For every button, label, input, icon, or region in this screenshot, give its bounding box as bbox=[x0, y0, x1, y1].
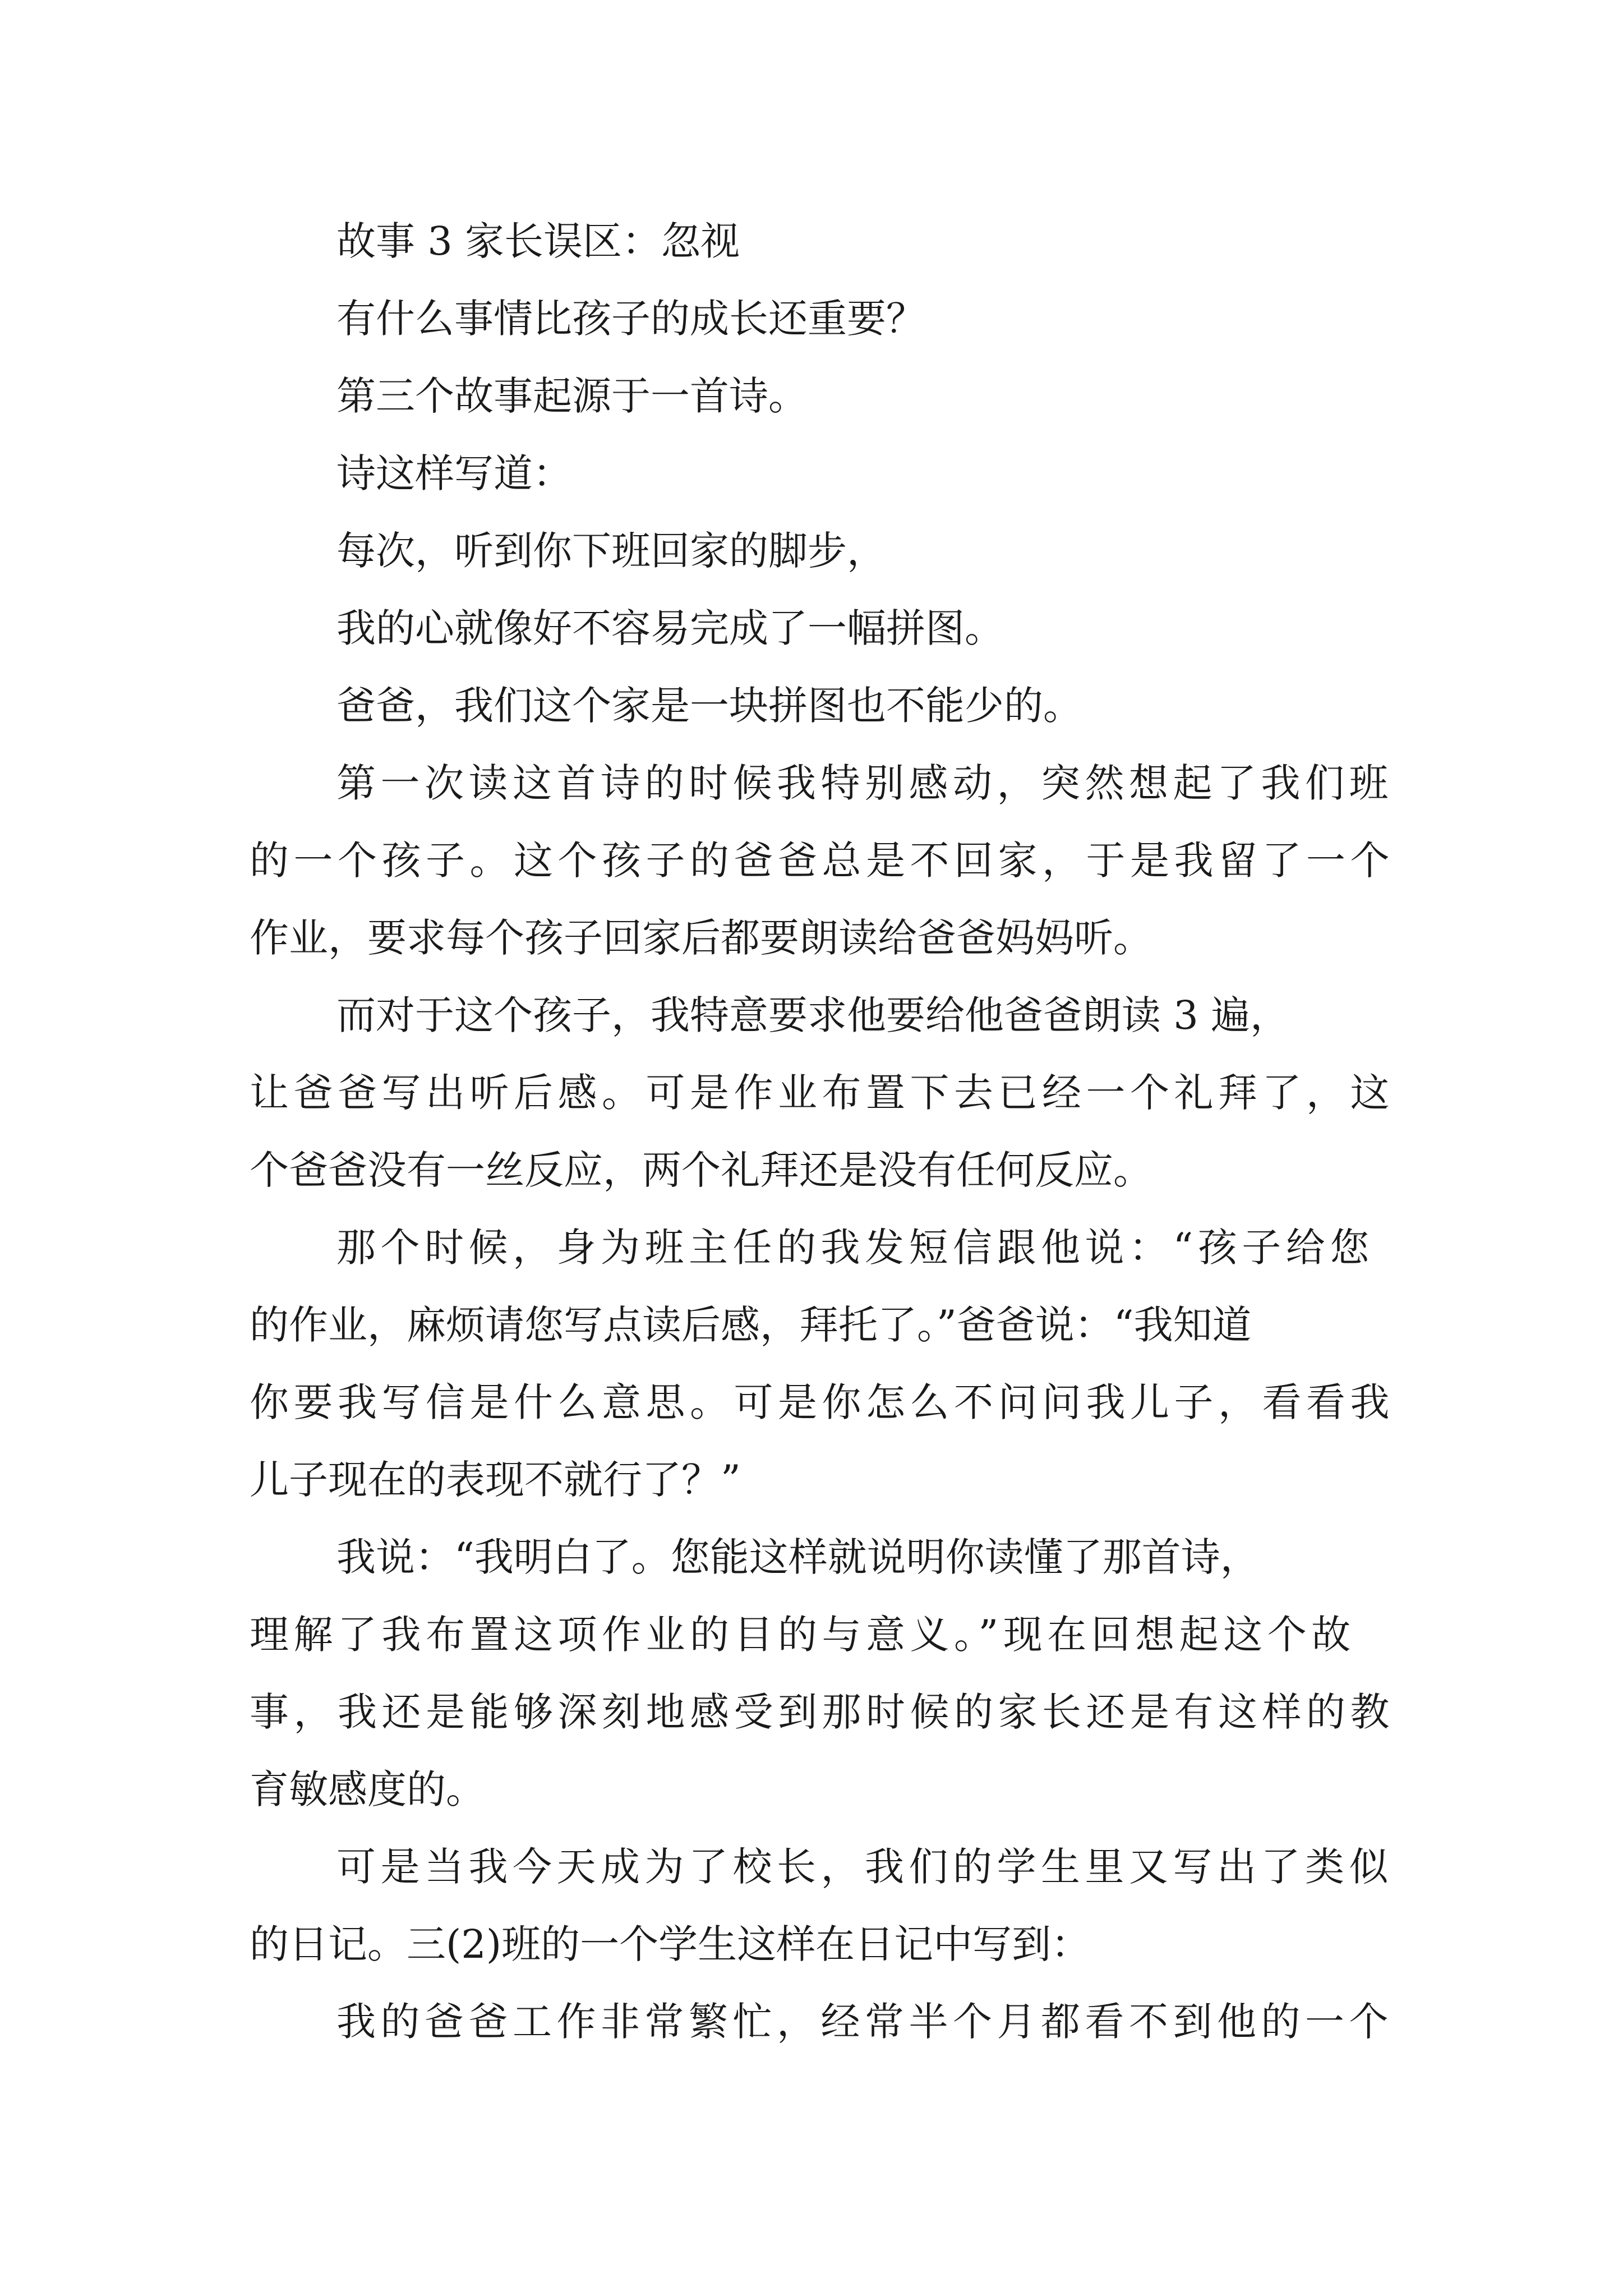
text-line: 那个时候，身为班主任的我发短信跟他说：“孩子给您 bbox=[336, 1225, 1374, 1271]
poem-line: 每次，听到你下班回家的脚步， bbox=[336, 528, 886, 574]
text-line: 让爸爸写出听后感。可是作业布置下去已经一个礼拜了，这 bbox=[250, 1070, 1394, 1116]
text-line: 作业，要求每个孩子回家后都要朗读给爸爸妈妈听。 bbox=[250, 915, 1152, 961]
poem-line: 爸爸，我们这个家是一块拼图也不能少的。 bbox=[336, 683, 1082, 729]
text-line: 诗这样写道： bbox=[336, 450, 572, 496]
text-line: 理解了我布置这项作业的目的与意义。”现在回想起这个故 bbox=[250, 1612, 1355, 1658]
text-line: 的一个孩子。这个孩子的爸爸总是不回家，于是我留了一个 bbox=[250, 838, 1394, 884]
text-line: 而对于这个孩子，我特意要求他要给他爸爸朗读 3 遍， bbox=[336, 992, 1290, 1038]
text-line: 我的爸爸工作非常繁忙，经常半个月都看不到他的一个 bbox=[336, 1999, 1393, 2045]
text-line: 事，我还是能够深刻地感受到那时候的家长还是有这样的教 bbox=[250, 1689, 1394, 1735]
text-line: 第三个故事起源于一首诗。 bbox=[336, 373, 808, 419]
text-line: 育敏感度的。 bbox=[250, 1766, 485, 1812]
text-line: 有什么事情比孩子的成长还重要？ bbox=[336, 296, 925, 342]
text-line: 的日记。三(2)班的一个学生这样在日记中写到： bbox=[250, 1921, 1091, 1967]
section-heading: 故事 3 家长误区：忽视 bbox=[336, 218, 740, 264]
text-line: 你要我写信是什么意思。可是你怎么不问问我儿子，看看我 bbox=[250, 1379, 1394, 1425]
text-line: 个爸爸没有一丝反应，两个礼拜还是没有任何反应。 bbox=[250, 1147, 1152, 1193]
poem-line: 我的心就像好不容易完成了一幅拼图。 bbox=[336, 605, 1004, 651]
text-line: 第一次读这首诗的时候我特别感动，突然想起了我们班 bbox=[336, 760, 1393, 806]
text-line: 的作业，麻烦请您写点读后感，拜托了。”爸爸说：“我知道 bbox=[250, 1302, 1252, 1348]
text-line: 儿子现在的表现不就行了？” bbox=[250, 1457, 741, 1503]
text-line: 我说：“我明白了。您能这样就说明你读懂了那首诗， bbox=[336, 1534, 1260, 1580]
text-line: 可是当我今天成为了校长，我们的学生里又写出了类似 bbox=[336, 1844, 1393, 1890]
